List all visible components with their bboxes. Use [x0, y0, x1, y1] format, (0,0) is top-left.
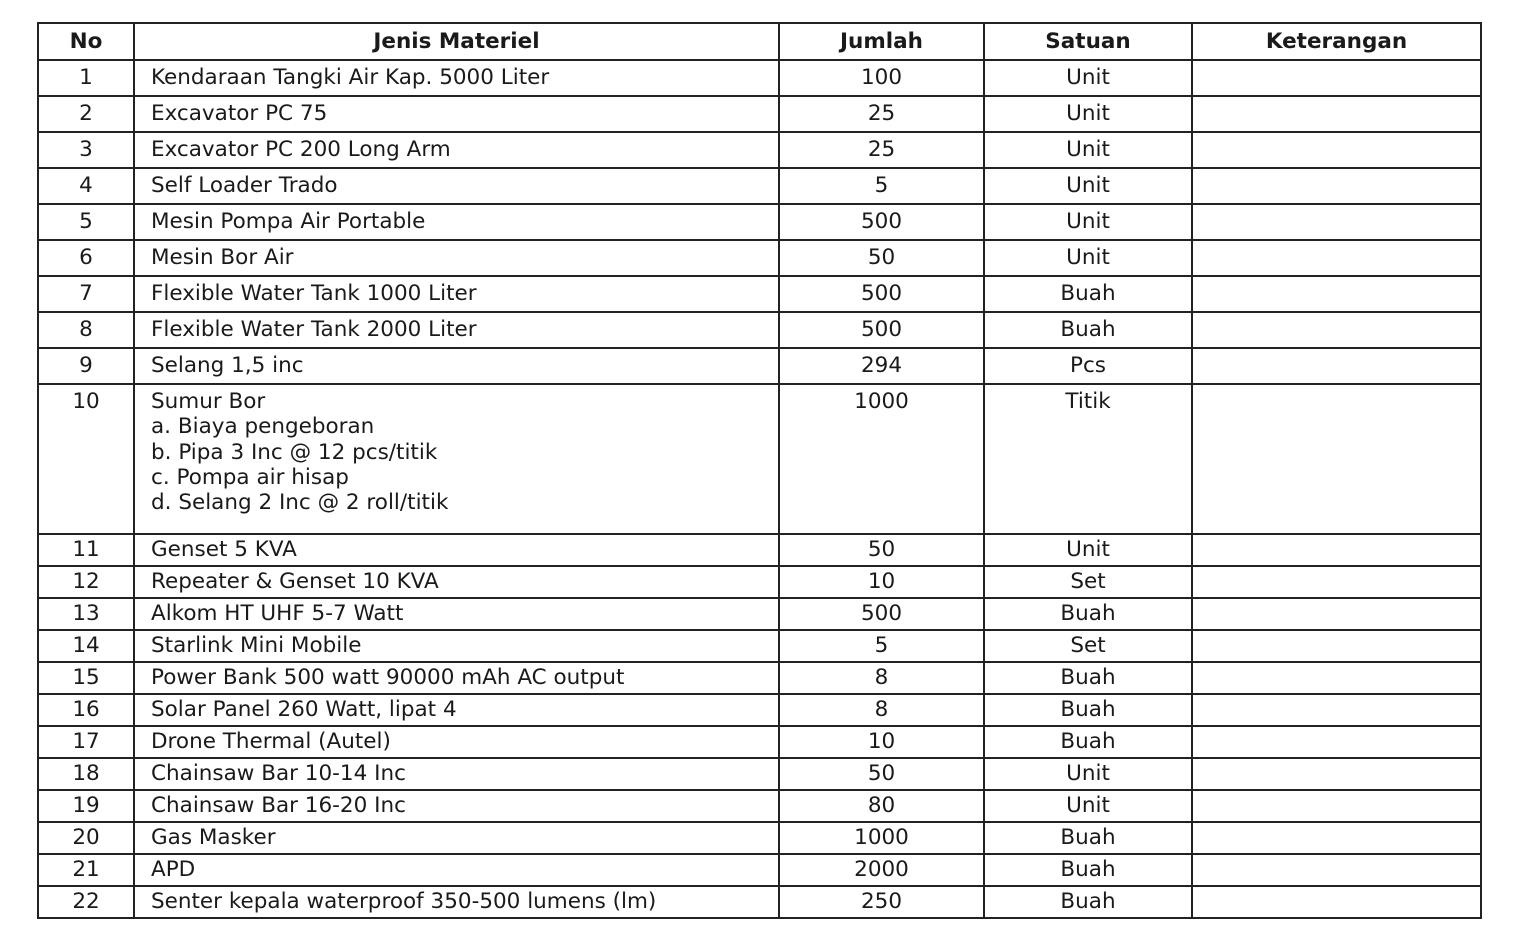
cell-jumlah: 10	[779, 726, 984, 758]
cell-jenis-materiel: Genset 5 KVA	[134, 534, 779, 566]
cell-no: 15	[38, 662, 134, 694]
cell-jumlah: 2000	[779, 854, 984, 886]
cell-no: 19	[38, 790, 134, 822]
cell-jumlah: 500	[779, 276, 984, 312]
cell-jenis-materiel: APD	[134, 854, 779, 886]
cell-satuan: Buah	[984, 886, 1192, 918]
cell-jumlah: 1000	[779, 384, 984, 534]
cell-satuan: Unit	[984, 96, 1192, 132]
cell-jumlah: 50	[779, 240, 984, 276]
cell-no: 3	[38, 132, 134, 168]
cell-jenis-materiel: Self Loader Trado	[134, 168, 779, 204]
cell-jumlah: 25	[779, 132, 984, 168]
header-no: No	[38, 23, 134, 60]
table-row	[38, 790, 1481, 822]
header-keterangan: Keterangan	[1192, 23, 1481, 60]
header-row	[38, 23, 1481, 60]
cell-jenis-materiel: Chainsaw Bar 10-14 Inc	[134, 758, 779, 790]
cell-keterangan	[1192, 132, 1481, 168]
cell-keterangan	[1192, 96, 1481, 132]
cell-jenis-materiel: Solar Panel 260 Watt, lipat 4	[134, 694, 779, 726]
cell-no: 18	[38, 758, 134, 790]
cell-jumlah: 5	[779, 168, 984, 204]
cell-keterangan	[1192, 630, 1481, 662]
cell-keterangan	[1192, 348, 1481, 384]
cell-satuan: Unit	[984, 204, 1192, 240]
cell-keterangan	[1192, 758, 1481, 790]
cell-no: 4	[38, 168, 134, 204]
cell-jenis-materiel: Senter kepala waterproof 350-500 lumens (lm)	[134, 886, 779, 918]
cell-no: 20	[38, 822, 134, 854]
table-row	[38, 758, 1481, 790]
table-row	[38, 240, 1481, 276]
table-row	[38, 96, 1481, 132]
cell-satuan: Unit	[984, 534, 1192, 566]
cell-jenis-materiel: Starlink Mini Mobile	[134, 630, 779, 662]
sub-item: a. Biaya pengeboran	[151, 414, 375, 440]
cell-satuan: Unit	[984, 132, 1192, 168]
sub-item: b. Pipa 3 Inc @ 12 pcs/titik	[151, 439, 438, 465]
sub-item: c. Pompa air hisap	[151, 465, 349, 491]
cell-keterangan	[1192, 822, 1481, 854]
table-row	[38, 726, 1481, 758]
cell-keterangan	[1192, 566, 1481, 598]
cell-satuan: Buah	[984, 822, 1192, 854]
cell-keterangan	[1192, 204, 1481, 240]
cell-keterangan	[1192, 790, 1481, 822]
table-row	[38, 854, 1481, 886]
cell-no: 21	[38, 854, 134, 886]
cell-no: 22	[38, 886, 134, 918]
cell-jumlah: 500	[779, 598, 984, 630]
cell-jumlah: 50	[779, 534, 984, 566]
cell-jenis-materiel: Excavator PC 75	[134, 96, 779, 132]
cell-satuan: Unit	[984, 758, 1192, 790]
table-row	[38, 348, 1481, 384]
cell-keterangan	[1192, 60, 1481, 96]
cell-no: 7	[38, 276, 134, 312]
cell-keterangan	[1192, 312, 1481, 348]
cell-no: 16	[38, 694, 134, 726]
table-header	[38, 23, 1481, 60]
cell-satuan: Buah	[984, 726, 1192, 758]
cell-keterangan	[1192, 726, 1481, 758]
cell-satuan: Buah	[984, 312, 1192, 348]
cell-no: 1	[38, 60, 134, 96]
cell-keterangan	[1192, 662, 1481, 694]
cell-satuan: Buah	[984, 598, 1192, 630]
table-row	[38, 168, 1481, 204]
cell-satuan: Set	[984, 630, 1192, 662]
table-row	[38, 886, 1481, 918]
cell-keterangan	[1192, 240, 1481, 276]
cell-satuan: Buah	[984, 854, 1192, 886]
cell-jenis-materiel: Repeater & Genset 10 KVA	[134, 566, 779, 598]
cell-no: 14	[38, 630, 134, 662]
cell-jenis-materiel: Gas Masker	[134, 822, 779, 854]
cell-no: 10	[38, 384, 134, 534]
table-row	[38, 204, 1481, 240]
cell-keterangan	[1192, 886, 1481, 918]
table-row	[38, 384, 1481, 534]
cell-keterangan	[1192, 854, 1481, 886]
cell-jumlah: 294	[779, 348, 984, 384]
sub-item: d. Selang 2 Inc @ 2 roll/titik	[151, 490, 449, 516]
cell-jenis-materiel: Mesin Pompa Air Portable	[134, 204, 779, 240]
cell-no: 2	[38, 96, 134, 132]
cell-satuan: Pcs	[984, 348, 1192, 384]
table-row	[38, 598, 1481, 630]
cell-keterangan	[1192, 384, 1481, 534]
cell-jenis-materiel: Power Bank 500 watt 90000 mAh AC output	[134, 662, 779, 694]
cell-keterangan	[1192, 694, 1481, 726]
table-row	[38, 822, 1481, 854]
cell-jenis-materiel: Mesin Bor Air	[134, 240, 779, 276]
cell-jenis-materiel: Excavator PC 200 Long Arm	[134, 132, 779, 168]
cell-satuan: Set	[984, 566, 1192, 598]
cell-satuan: Unit	[984, 168, 1192, 204]
cell-jenis-materiel: Kendaraan Tangki Air Kap. 5000 Liter	[134, 60, 779, 96]
header-jenis-materiel: Jenis Materiel	[134, 23, 779, 60]
materiel-table	[37, 22, 1482, 919]
cell-no: 17	[38, 726, 134, 758]
header-jumlah: Jumlah	[779, 23, 984, 60]
item-name: Sumur Bor	[151, 389, 266, 414]
cell-satuan: Titik	[984, 384, 1192, 534]
cell-no: 8	[38, 312, 134, 348]
cell-satuan: Unit	[984, 240, 1192, 276]
cell-no: 6	[38, 240, 134, 276]
cell-satuan: Buah	[984, 694, 1192, 726]
cell-jenis-materiel: Chainsaw Bar 16-20 Inc	[134, 790, 779, 822]
header-satuan: Satuan	[984, 23, 1192, 60]
cell-satuan: Unit	[984, 60, 1192, 96]
cell-jenis-materiel: Flexible Water Tank 1000 Liter	[134, 276, 779, 312]
cell-jenis-materiel: Flexible Water Tank 2000 Liter	[134, 312, 779, 348]
cell-jenis-materiel: Selang 1,5 inc	[134, 348, 779, 384]
cell-no: 5	[38, 204, 134, 240]
table-row	[38, 534, 1481, 566]
cell-jumlah: 25	[779, 96, 984, 132]
cell-keterangan	[1192, 598, 1481, 630]
cell-jenis-materiel: Drone Thermal (Autel)	[134, 726, 779, 758]
cell-keterangan	[1192, 168, 1481, 204]
cell-jumlah: 8	[779, 694, 984, 726]
table-row	[38, 566, 1481, 598]
cell-jenis-materiel	[134, 384, 779, 534]
table-body	[38, 60, 1481, 918]
cell-satuan: Unit	[984, 790, 1192, 822]
cell-no: 13	[38, 598, 134, 630]
cell-jumlah: 100	[779, 60, 984, 96]
cell-jumlah: 50	[779, 758, 984, 790]
cell-jumlah: 1000	[779, 822, 984, 854]
cell-no: 11	[38, 534, 134, 566]
table-row	[38, 60, 1481, 96]
cell-no: 12	[38, 566, 134, 598]
cell-jenis-materiel: Alkom HT UHF 5-7 Watt	[134, 598, 779, 630]
cell-keterangan	[1192, 276, 1481, 312]
cell-keterangan	[1192, 534, 1481, 566]
cell-satuan: Buah	[984, 276, 1192, 312]
cell-jumlah: 80	[779, 790, 984, 822]
cell-jumlah: 8	[779, 662, 984, 694]
cell-no: 9	[38, 348, 134, 384]
cell-jumlah: 500	[779, 204, 984, 240]
table-row	[38, 312, 1481, 348]
cell-jumlah: 10	[779, 566, 984, 598]
cell-jumlah: 250	[779, 886, 984, 918]
table-row	[38, 662, 1481, 694]
cell-satuan: Buah	[984, 662, 1192, 694]
table-row	[38, 630, 1481, 662]
table-row	[38, 276, 1481, 312]
table-row	[38, 694, 1481, 726]
cell-jumlah: 5	[779, 630, 984, 662]
cell-jumlah: 500	[779, 312, 984, 348]
table-row	[38, 132, 1481, 168]
